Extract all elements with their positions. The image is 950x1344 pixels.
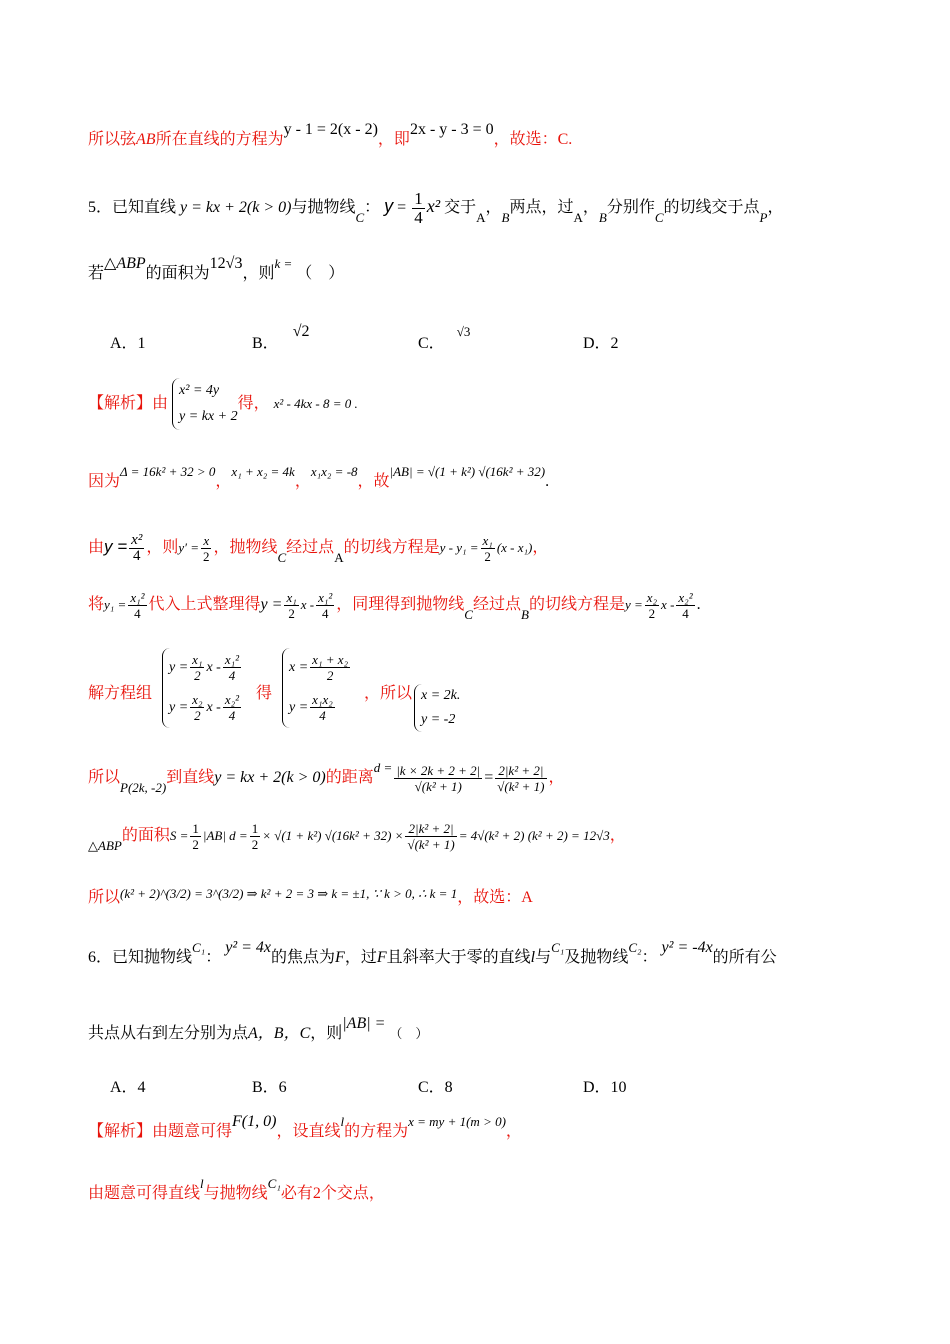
equation: y - 1 = 2(x - 2) xyxy=(283,121,378,138)
question-5-line-2: 若△ABP的面积为12√3，则$^{k =}$ （ ） xyxy=(88,255,345,282)
solution-6-step-1: 【解析】由题意可得F(1, 0)，设直线$^l$的方程为$^{x = my + 1(m > 0)}$， xyxy=(88,1113,522,1140)
fraction: $\frac{1}{4}$ xyxy=(414,189,423,227)
solution-5-step-2: 因为$^{\Delta = 16k^2 + 32 > 0}$，$^{x_1 + x_2 = 4k}$，$^{x_1x_2 = -8}$，故$^{|AB| = √(1 + k^2) √(16k^2 + 32)}$. xyxy=(88,464,550,490)
equation-system: y = $\frac{\text{x₁}}{2}$ x - $\frac{\text{x₁²}}{4}$ y = $\frac{\text{x₂}}{2}$ x - $\frac{\text{x₂²}}{4}$ xyxy=(162,648,243,728)
equation: 2x - y - 3 = 0 xyxy=(409,121,494,138)
solution-5-step-6: 所以$_{P(2k, -2)}$到直线y = kx + 2(k > 0)的距离$^{d =}$ $\frac{|k \times 2k + 2 + 2|}{\text{√(k² + 1)}}$ = $\frac{\text{2|k² + 2|}}{\text{√(k² + 1)}}$ ， xyxy=(88,760,565,795)
option-c[interactable]: C．$^{√3}$ xyxy=(418,324,471,352)
solution-line-ab: 所以弦AB所在直线的方程为y - 1 = 2(x - 2)，即2x - y - 3 = 0，故选：C. xyxy=(88,121,573,148)
option-a[interactable]: A．4 xyxy=(110,1079,146,1096)
equation: y = kx + 2(k > 0) xyxy=(180,199,292,217)
question-5: 5．已知直线 y = kx + 2(k > 0)与抛物线$_C$： y = $\frac{1}{4}$ x² 交于$_A$，$_B$两点，过$_A$，$_B$分别作$_C$的切线交于点$_P$， xyxy=(88,189,784,227)
solution-6-step-2: 由题意可得直线$^l$与抛物线$^{C_1}$必有2个交点， xyxy=(88,1176,385,1202)
solution-5-step-8: 所以$^{(k^2 + 2)\^{}(3/2) = 3\^{}(3/2) \Rightarrow k^2 + 2 = 3 \Rightarrow k = \pm 1, \because k > 0, \therefore k = 1}$，故选：A xyxy=(88,886,533,906)
option-a[interactable]: A．1 xyxy=(110,335,146,352)
option-b[interactable]: B．√2 xyxy=(252,323,310,352)
solution-5-step-1: 【解析】由 x² = 4y y = kx + 2 得， x² - 4kx - 8 = 0 . xyxy=(88,378,890,430)
option-b[interactable]: B．6 xyxy=(252,1079,287,1096)
solution-5-step-4: 将y₁ = $\frac{\text{x₁²}}{4}$ 代入上式整理得y = $\frac{\text{x₁}}{2}$ x - $\frac{\text{x₁²}}{4}$ ，同理得到抛物线$_C$经过点$_B$的切线方程是y = $\frac{\text{x₂}}{2}$ x - $\frac{\text{x₂²}}{4}$ . xyxy=(88,589,701,622)
equation-system: x = $\frac{\text{x₁ + x₂}}{2}$ y = $\frac{\text{x₁x₂}}{4}$ xyxy=(282,648,352,728)
question-6-line-2: 共点从右到左分别为点A，B，C，则|AB| = （ ） xyxy=(88,1015,429,1042)
option-d[interactable]: D．10 xyxy=(583,1079,627,1096)
ab-label: AB xyxy=(136,131,156,148)
solution-5-step-3: 由y = $\frac{\text{x²}}{4}$ ，则y′ = $\frac{x}{2}$ ，抛物线$_C$经过点$_A$的切线方程是y - y₁ = $\frac{\text{x₁}}{2}$ (x - x₁)， xyxy=(88,531,549,565)
fraction: $\frac{\text{x²}}{4}$ xyxy=(131,531,143,564)
equation-system: x = 2k. y = -2 xyxy=(414,684,460,732)
solution-5-step-7: $_{\triangle ABP}$的面积S = $\frac{1}{2}$ |AB| d = $\frac{1}{2}$ × √(1 + k²) √(16k² + 32) × $\frac{\text{2|k² + 2|}}{\text{√(k² + 1)}}$ = 4√(k² + 2) (k² + 2) = 12√3， xyxy=(88,820,626,853)
question-6: 6．已知抛物线$^{C_1}$： y² = 4x的焦点为F，过F且斜率大于零的直线l与$^{C_1}$及抛物线$^{C_2}$： y² = -4x的所有公 xyxy=(88,939,777,966)
option-d[interactable]: D．2 xyxy=(583,335,619,352)
option-c[interactable]: C．8 xyxy=(418,1079,453,1096)
equation-system: x² = 4y y = kx + 2 xyxy=(172,378,238,430)
